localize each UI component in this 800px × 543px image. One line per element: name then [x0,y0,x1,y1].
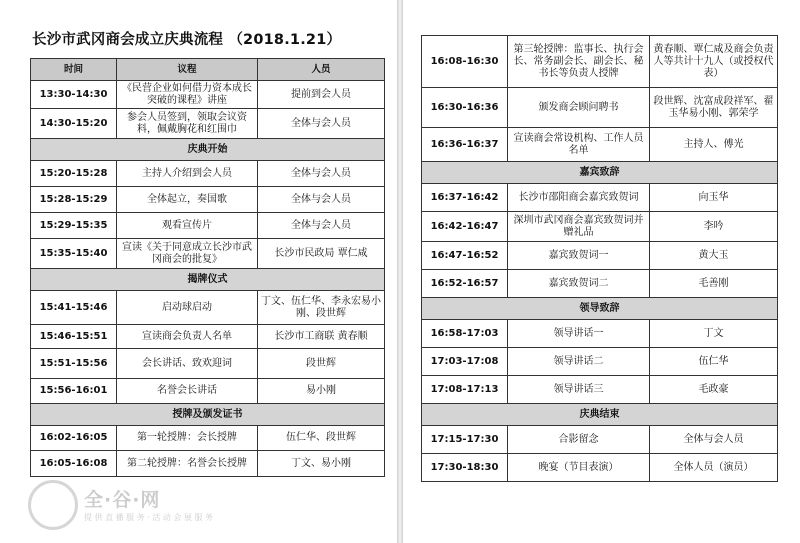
agenda-cell: 《民营企业如何借力资本成长突破的课程》讲座 [117,81,258,109]
section-row [422,298,778,320]
watermark-text: 全·谷·网 [84,489,161,511]
people-cell: 易小刚 [258,379,385,404]
time-cell: 15:56-16:01 [31,379,117,404]
people-cell: 丁文、易小刚 [258,451,385,477]
time-cell: 13:30-14:30 [31,81,117,109]
agenda-cell: 第一轮授牌：会长授牌 [117,426,258,451]
time-cell: 16:52-16:57 [422,270,508,298]
people-cell: 全体与会人员 [650,426,778,454]
table-row [31,451,385,477]
time-cell: 15:46-15:51 [31,325,117,349]
people-cell: 全体与会人员 [258,187,385,213]
agenda-cell: 领导讲话一 [508,320,650,348]
agenda-cell: 合影留念 [508,426,650,454]
time-cell: 17:15-17:30 [422,426,508,454]
people-cell: 伍仁华 [650,348,778,376]
people-cell: 主持人、傅光 [650,128,778,162]
time-cell: 15:28-15:29 [31,187,117,213]
people-cell: 段世辉、沈富成段祥军、翟玉华易小刚、郭荣学 [650,88,778,128]
people-cell: 黄大玉 [650,242,778,270]
table-row [31,213,385,239]
time-cell: 17:08-17:13 [422,376,508,404]
agenda-cell: 第三轮授牌：监事长、执行会长、常务副会长、副会长、秘书长等负责人授牌 [508,36,650,88]
people-cell: 全体人员（演员） [650,454,778,482]
table-row [422,128,778,162]
left-table-body [31,81,385,477]
agenda-cell: 颁发商会顾问聘书 [508,88,650,128]
agenda-cell: 全体起立，奏国歌 [117,187,258,213]
time-cell: 15:20-15:28 [31,161,117,187]
table-row [422,454,778,482]
table-row [31,109,385,139]
people-cell: 全体与会人员 [258,161,385,187]
table-row [422,320,778,348]
time-cell: 16:08-16:30 [422,36,508,88]
table-row [31,291,385,325]
section-title: 授牌及颁发证书 [31,404,385,426]
watermark-logo-icon [28,480,78,530]
agenda-cell: 第二轮授牌：名誉会长授牌 [117,451,258,477]
people-cell: 毛善刚 [650,270,778,298]
time-cell: 14:30-15:20 [31,109,117,139]
section-row [422,162,778,184]
agenda-cell: 观看宣传片 [117,213,258,239]
right-page [403,0,800,543]
people-cell: 长沙市工商联 黄春顺 [258,325,385,349]
time-cell: 15:41-15:46 [31,291,117,325]
people-cell: 提前到会人员 [258,81,385,109]
time-cell: 17:30-18:30 [422,454,508,482]
agenda-cell: 宣读商会负责人名单 [117,325,258,349]
table-row [422,270,778,298]
time-cell: 16:47-16:52 [422,242,508,270]
table-row [31,349,385,379]
table-row [31,187,385,213]
left-schedule-table [30,58,385,477]
time-cell: 16:36-16:37 [422,128,508,162]
people-cell: 丁文 [650,320,778,348]
time-cell: 16:42-16:47 [422,212,508,242]
header-agenda: 议程 [117,59,258,81]
people-cell: 全体与会人员 [258,213,385,239]
table-row [31,426,385,451]
time-cell: 16:37-16:42 [422,184,508,212]
people-cell: 向玉华 [650,184,778,212]
table-row [31,325,385,349]
agenda-cell: 深圳市武冈商会嘉宾致贺词并赠礼品 [508,212,650,242]
agenda-cell: 名誉会长讲话 [117,379,258,404]
table-row [31,161,385,187]
table-row [422,348,778,376]
table-row [422,376,778,404]
section-title: 庆典开始 [31,139,385,161]
agenda-cell: 启动球启动 [117,291,258,325]
agenda-cell: 长沙市邵阳商会嘉宾致贺词 [508,184,650,212]
time-cell: 16:05-16:08 [31,451,117,477]
agenda-cell: 嘉宾致贺词二 [508,270,650,298]
people-cell: 李吟 [650,212,778,242]
table-row [31,81,385,109]
time-cell: 16:58-17:03 [422,320,508,348]
table-row [31,379,385,404]
section-title: 嘉宾致辞 [422,162,778,184]
table-row [422,36,778,88]
section-row [31,139,385,161]
people-cell: 毛政豪 [650,376,778,404]
agenda-cell: 会长讲话、致欢迎词 [117,349,258,379]
table-header-row [31,59,385,81]
section-row [422,404,778,426]
agenda-cell: 领导讲话二 [508,348,650,376]
header-people: 人员 [258,59,385,81]
section-title: 庆典结束 [422,404,778,426]
table-row [422,242,778,270]
time-cell: 15:51-15:56 [31,349,117,379]
agenda-cell: 嘉宾致贺词一 [508,242,650,270]
people-cell: 长沙市民政局 覃仁咸 [258,239,385,269]
section-row [31,404,385,426]
table-row [31,239,385,269]
watermark-subtext: 提 供 直 播 服 务 · 活 动 会 展 服 务 [84,513,214,522]
people-cell: 丁文、伍仁华、李永宏易小刚、段世辉 [258,291,385,325]
time-cell: 15:29-15:35 [31,213,117,239]
time-cell: 16:02-16:05 [31,426,117,451]
document-title: 长沙市武冈商会成立庆典流程 （2018.1.21） [32,32,342,48]
table-row [422,184,778,212]
left-page [0,0,397,543]
agenda-cell: 参会人员签到，领取会议资料，佩戴胸花和红围巾 [117,109,258,139]
right-schedule-table [421,35,778,482]
people-cell: 伍仁华、段世辉 [258,426,385,451]
section-row [31,269,385,291]
header-time: 时间 [31,59,117,81]
people-cell: 黄春顺、覃仁咸及商会负责人等共计十九人（或授权代表） [650,36,778,88]
agenda-cell: 主持人介绍到会人员 [117,161,258,187]
people-cell: 全体与会人员 [258,109,385,139]
agenda-cell: 宣读《关于同意成立长沙市武冈商会的批复》 [117,239,258,269]
agenda-cell: 晚宴（节目表演） [508,454,650,482]
agenda-cell: 领导讲话三 [508,376,650,404]
time-cell: 17:03-17:08 [422,348,508,376]
section-title: 领导致辞 [422,298,778,320]
right-table-body [422,36,778,482]
table-row [422,88,778,128]
table-row [422,212,778,242]
agenda-cell: 宣读商会常设机构、工作人员名单 [508,128,650,162]
section-title: 揭牌仪式 [31,269,385,291]
time-cell: 15:35-15:40 [31,239,117,269]
table-row [422,426,778,454]
time-cell: 16:30-16:36 [422,88,508,128]
people-cell: 段世辉 [258,349,385,379]
